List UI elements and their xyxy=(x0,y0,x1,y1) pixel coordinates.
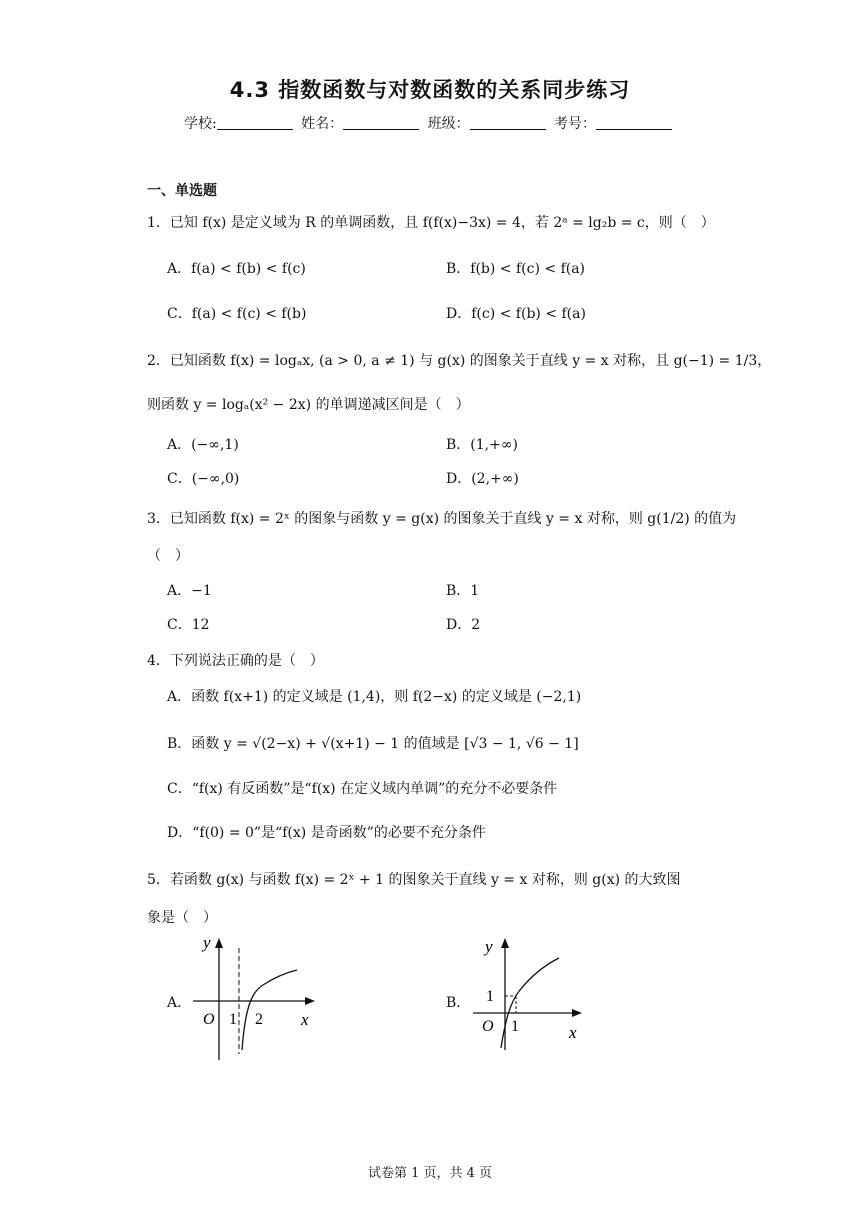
question-2-stem-cont: 则函数 y = logₐ(x² − 2x) 的单调递减区间是（ ） xyxy=(147,397,470,413)
question-1-stem: 1．已知 f(x) 是定义域为 R 的单调函数，且 f(f(x)−3x) = 4，若 2ᵃ = lg₂b = c，则（ ） xyxy=(147,215,715,231)
graph-option-a xyxy=(185,930,325,1065)
blank-school xyxy=(217,115,293,130)
graph-a-x-label: x xyxy=(301,1010,309,1029)
graph-a-y-label: y xyxy=(203,933,211,952)
graph-b-tick-x1: 1 xyxy=(511,1018,519,1035)
q2-option-b: B．(1,+∞) xyxy=(446,437,518,453)
question-5-stem: 5．若函数 g(x) 与函数 f(x) = 2ˣ + 1 的图象关于直线 y = x 对称，则 g(x) 的大致图 xyxy=(147,872,681,888)
q2-option-a: A．(−∞,1) xyxy=(167,437,239,453)
question-3-stem-cont: （ ） xyxy=(147,548,189,564)
graph-b-origin: O xyxy=(482,1018,494,1035)
field-id: 考号： xyxy=(554,116,597,132)
blank-class xyxy=(470,115,546,130)
field-class: 班级： xyxy=(427,116,470,132)
blank-id xyxy=(596,115,672,130)
question-2-stem: 2．已知函数 f(x) = logₐx, (a > 0, a ≠ 1) 与 g(x) 的图象关于直线 y = x 对称，且 g(−1) = 1/3， xyxy=(147,353,772,369)
field-name: 姓名： xyxy=(301,116,344,132)
q1-option-b: B．f(b) < f(c) < f(a) xyxy=(446,261,586,277)
question-3-stem: 3．已知函数 f(x) = 2ˣ 的图象与函数 y = g(x) 的图象关于直线 y = x 对称，则 g(1/2) 的值为 xyxy=(147,511,737,527)
q3-option-b: B．1 xyxy=(446,583,480,599)
field-school: 学校: xyxy=(183,116,217,132)
q1-option-c: C．f(a) < f(c) < f(b) xyxy=(167,306,307,322)
q2-option-d: D．(2,+∞) xyxy=(446,471,519,487)
q1-option-d: D．f(c) < f(b) < f(a) xyxy=(446,306,586,322)
graph-b-y-label: y xyxy=(485,937,493,956)
q1-option-a: A．f(a) < f(b) < f(c) xyxy=(167,261,306,277)
blank-name xyxy=(343,115,419,130)
question-5-stem-cont: 象是（ ） xyxy=(147,910,217,926)
graph-b-tick-y1: 1 xyxy=(486,988,494,1005)
student-info-line xyxy=(0,113,860,133)
q3-option-d: D．2 xyxy=(446,617,481,633)
question-4-stem: 4．下列说法正确的是（ ） xyxy=(147,653,324,669)
q4-option-c: C．“f(x) 有反函数”是“f(x) 在定义域内单调”的充分不必要条件 xyxy=(167,781,558,797)
graph-a-origin: O xyxy=(203,1011,215,1028)
q5-option-a: A． xyxy=(167,995,192,1011)
q2-option-c: C．(−∞,0) xyxy=(167,471,240,487)
q5-option-b: B． xyxy=(446,995,471,1011)
graph-b-x-label: x xyxy=(569,1023,577,1042)
page-title: 4.3 指数函数与对数函数的关系同步练习 xyxy=(229,78,631,102)
q3-option-c: C．12 xyxy=(167,617,210,633)
graph-a-tick-2: 2 xyxy=(255,1011,263,1028)
q4-option-d: D．“f(0) = 0”是“f(x) 是奇函数”的必要不充分条件 xyxy=(167,825,486,841)
section-heading: 一、单选题 xyxy=(147,183,217,199)
graph-option-b xyxy=(465,930,595,1055)
page-footer: 试卷第 1 页，共 4 页 xyxy=(367,1166,493,1181)
q3-option-a: A．−1 xyxy=(167,583,212,599)
q4-option-a: A．函数 f(x+1) 的定义域是 (1,4)，则 f(2−x) 的定义域是 (−2,1) xyxy=(167,689,582,705)
graph-a-tick-1: 1 xyxy=(229,1011,237,1028)
q4-option-b: B．函数 y = √(2−x) + √(x+1) − 1 的值域是 [√3 − 1, √6 − 1] xyxy=(167,736,579,752)
